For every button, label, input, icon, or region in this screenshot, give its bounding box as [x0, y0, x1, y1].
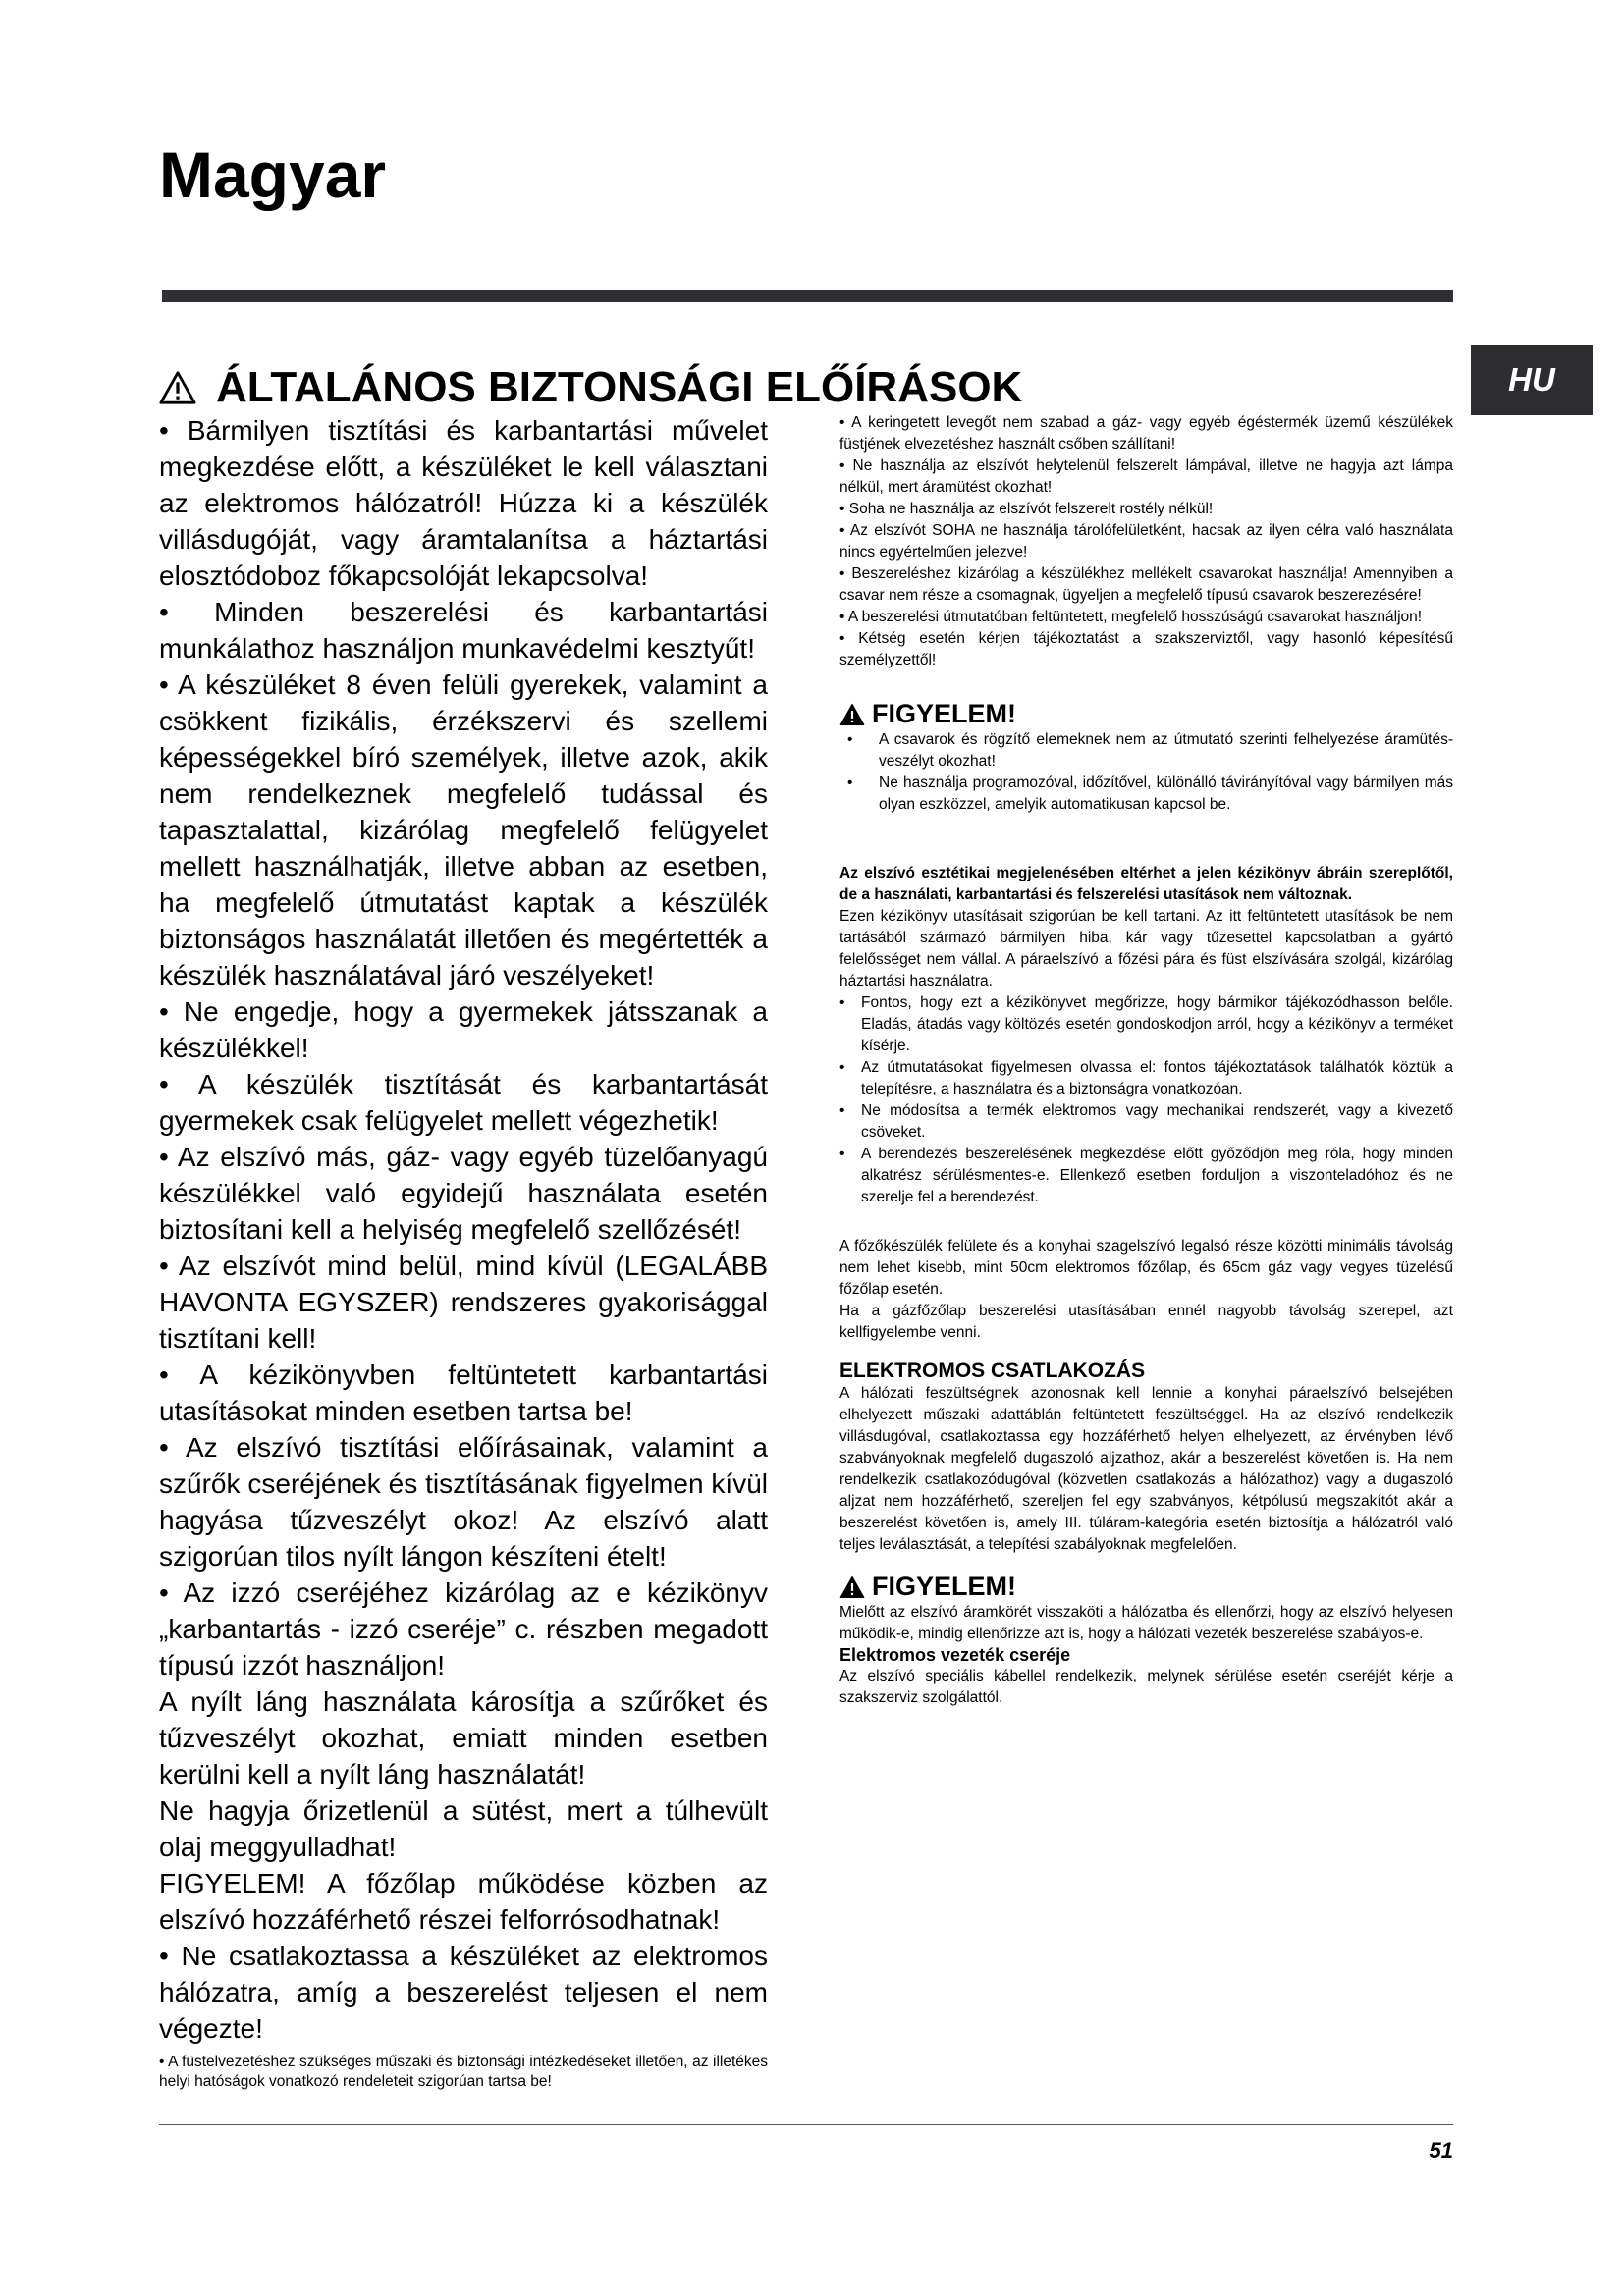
safety-bullet: • Soha ne használja az elszívót felszerelt rostély nélkül!	[839, 501, 1214, 517]
language-tab: HU	[1471, 345, 1593, 415]
distance-paragraph: Ha a gázfőzőlap beszerelési utasításában ennél nagyobb távolság szerepel, azt kellfigyelembe venni.	[839, 1303, 1453, 1341]
list-item: • Fontos, hogy ezt a kézikönyvet megőrizze, hogy bármikor tájékozódhasson belőle. Eladás, átadás vagy költözés esetén gondoskodjon arról, hogy a kézikönyv a terméket kísérje.	[861, 992, 1453, 1057]
main-heading-text: ÁLTALÁNOS BIZTONSÁGI ELŐÍRÁSOK	[216, 363, 1023, 411]
electrical-text: A hálózati feszültségnek azonosnak kell lennie a konyhai páraelszívó belsejében elhelyezett műszaki adattáblán feltüntetett feszültséggel. Ha az elszívó rendelkezik villásdugóval, csatlakoztassa egy hozzáférhető helyen elhelyezett, az érvényben lévő szabványoknak megfelelő dugaszoló aljzathoz, akár a beszerelést követően is. Ha nem rendelkezik csatlakozódugóval (közvetlen csatlakozás a hálózathoz) vagy a dugaszoló aljzat nem hozzáférhető, szereljen fel egy szabványos, kétpólusú megszakítót akár a beszerelést követően is, amely III. túláram-kategória esetén biztosítja a hálózatról való teljes leválasztását, a telepítési szabályoknak megfelelően.	[839, 1385, 1453, 1553]
safety-paragraph: • Minden beszerelési és karbantartási munkálathoz használjon munkavédelmi kesztyűt!	[159, 597, 768, 664]
cable-text: Az elszívó speciális kábellel rendelkezik, melynek sérülése esetén cseréjét kérje a szakszerviz szolgálattól.	[839, 1668, 1453, 1706]
warning-heading	[839, 1572, 1453, 1602]
manual-list	[839, 992, 1453, 1208]
safety-paragraph: • Az izzó cseréjéhez kizárólag az e kézikönyv „karbantartás - izzó cseréje” c. részben megadott típusú izzót használjon!	[159, 1577, 768, 1681]
safety-paragraph: • A készülék tisztítását és karbantartását gyermekek csak felügyelet mellett végezhetik!	[159, 1069, 768, 1136]
list-item: • Ne használja programozóval, időzítővel, különálló távirányítóval vagy bármilyen más olyan eszközzel, amelyik automatikusan kapcsol be.	[879, 773, 1453, 816]
safety-bullet: • Beszereléshez kizárólag a készülékhez mellékelt csavarokat használja! Amennyiben a csavar nem része a csomagnak, ügyeljen a megfelelő típusú csavarok beszerezésére!	[839, 565, 1453, 604]
warning-triangle-icon	[839, 703, 865, 726]
safety-paragraph: • A kézikönyvben feltüntetett karbantartási utasításokat minden esetben tartsa be!	[159, 1360, 768, 1426]
list-item: • Ne módosítsa a termék elektromos vagy mechanikai rendszerét, vagy a kivezető csöveket.	[861, 1100, 1453, 1144]
footnote: • A füstelvezetéshez szükséges műszaki és biztonsági intézkedéseket illetően, az illetékes helyi hatóságok vonatkozó rendeleteit szigorúan tartsa be!	[159, 2054, 768, 2090]
warning-title: FIGYELEM!	[872, 699, 1016, 728]
warning-triangle-icon	[839, 1575, 865, 1599]
safety-paragraph: • Ne csatlakoztassa a készüléket az elektromos hálózatra, amíg a beszerelést teljesen el nem végezte!	[159, 1941, 768, 2044]
warning-text: Mielőtt az elszívó áramkörét visszaköti a hálózatba és ellenőrzi, hogy az elszívó helyesen működik-e, mindig ellenőrizze azt is, hogy a hálózati vezeték beszerelése szabályos-e.	[839, 1604, 1453, 1642]
safety-bullet: • Az elszívót SOHA ne használja tárolófelületként, hacsak az ilyen célra való használata nincs egyértelműen jelezve!	[839, 522, 1453, 561]
warning-heading	[839, 699, 1453, 729]
bottom-rule	[159, 2124, 1453, 2125]
manual-intro: Ezen kézikönyv utasításait szigorúan be kell tartani. Az itt feltüntetett utasítások be nem tartásából származó bármilyen hiba, kár vagy tűzesettel kapcsolatban a gyártó felelősséget nem vállal. A páraelszívó a főzési pára és füst elszívására szolgál, kizárólag háztartási használatra.	[839, 908, 1453, 989]
safety-paragraph: • Ne engedje, hogy a gyermekek játsszanak a készülékkel!	[159, 996, 768, 1063]
safety-paragraph: • Az elszívó más, gáz- vagy egyéb tüzelőanyagú készülékkel való egyidejű használata esetén biztosítani kell a helyiség megfelelő szellőzését!	[159, 1142, 768, 1245]
safety-paragraph: • Az elszívót mind belül, mind kívül (LEGALÁBB HAVONTA EGYSZER) rendszeres gyakorisággal tisztítani kell!	[159, 1251, 768, 1354]
warning-list	[839, 729, 1453, 816]
safety-paragraph: • Az elszívó tisztítási előírásainak, valamint a szűrők cseréjének és tisztításának figyelmen kívül hagyása tűzveszélyt okoz! Az elszívó alatt szigorúan tilos nyílt lángon készíteni ételt!	[159, 1432, 768, 1572]
safety-paragraph: A nyílt láng használata károsítja a szűrőket és tűzveszélyt okozhat, emiatt minden esetben kerülni kell a nyílt láng használatát!	[159, 1686, 768, 1789]
safety-bullet: • Kétség esetén kérjen tájékoztatást a szakszerviztől, vagy hasonló képesítésű személyzettől!	[839, 630, 1453, 668]
list-item: • Az útmutatásokat figyelmesen olvassa el: fontos tájékoztatások találhatók köztük a telepítésre, a használatra és a biztonságra vonatkozóan.	[861, 1057, 1453, 1100]
safety-bullet: • A beszerelési útmutatóban feltüntetett, megfelelő hosszúságú csavarokat használjon!	[839, 609, 1423, 625]
aesthetic-note: Az elszívó esztétikai megjelenésében eltérhet a jelen kézikönyv ábráin szereplőtől, de a használati, karbantartási és felszerelési utasítások nem változnak.	[839, 865, 1453, 903]
page-number: 51	[1429, 2138, 1453, 2163]
language-title: Magyar	[159, 138, 387, 211]
distance-paragraph: A főzőkészülék felülete és a konyhai szagelszívó legalsó része közötti minimális távolság nem lehet kisebb, mint 50cm elektromos főzőlap, és 65cm gáz vagy vegyes tüzelésű főzőlap esetén.	[839, 1238, 1453, 1298]
safety-bullet: • Ne használja az elszívót helytelenül felszerelt lámpával, illetve ne hagyja azt lámpa nélkül, mert áramütést okozhat!	[839, 457, 1453, 496]
safety-paragraph: • Bármilyen tisztítási és karbantartási művelet megkezdése előtt, a készüléket le kell választani az elektromos hálózatról! Húzza ki a készülék villásdugóját, vagy áramtalanítsa a háztartási elosztódoboz főkapcsolóját lekapcsolva!	[159, 415, 768, 591]
safety-paragraph: Ne hagyja őrizetlenül a sütést, mert a túlhevült olaj meggyulladhat!	[159, 1795, 768, 1862]
main-heading	[159, 363, 1022, 412]
electrical-heading: ELEKTROMOS CSATLAKOZÁS	[839, 1360, 1146, 1382]
safety-paragraph: FIGYELEM! A főzőlap működése közben az elszívó hozzáférhető részei felforrósodhatnak!	[159, 1868, 768, 1935]
left-column	[159, 412, 768, 2092]
list-item: • A csavarok és rögzítő elemeknek nem az útmutató szerinti felhelyezése áramütés-veszélyt okozhat!	[879, 729, 1453, 773]
top-rule	[162, 290, 1453, 302]
cable-heading: Elektromos vezeték cseréje	[839, 1645, 1071, 1665]
safety-paragraph: • A készüléket 8 éven felüli gyerekek, valamint a csökkent fizikális, érzékszervi és szellemi képességekkel bíró személyek, illetve azok, akik nem rendelkeznek megfelelő tudással és tapasztalattal, kizárólag megfelelő felügyelet mellett használhatják, illetve abban az esetben, ha megfelelő útmutatást kaptak a készülék biztonságos használatát illetően és megértették a készülék használatával járó veszélyeket!	[159, 669, 768, 990]
list-item: • A berendezés beszerelésének megkezdése előtt győződjön meg róla, hogy minden alkatrész sérülésmentes-e. Ellenkező esetben forduljon a viszonteladóhoz és ne szerelje fel a berendezést.	[861, 1144, 1453, 1208]
warning-triangle-icon	[159, 370, 196, 405]
safety-bullet: • A keringetett levegőt nem szabad a gáz- vagy egyéb égéstermék üzemű készülékek füstjének elvezetéshez használt csőben szállítani!	[839, 414, 1453, 453]
right-column	[839, 412, 1453, 1709]
warning-title: FIGYELEM!	[872, 1572, 1016, 1601]
